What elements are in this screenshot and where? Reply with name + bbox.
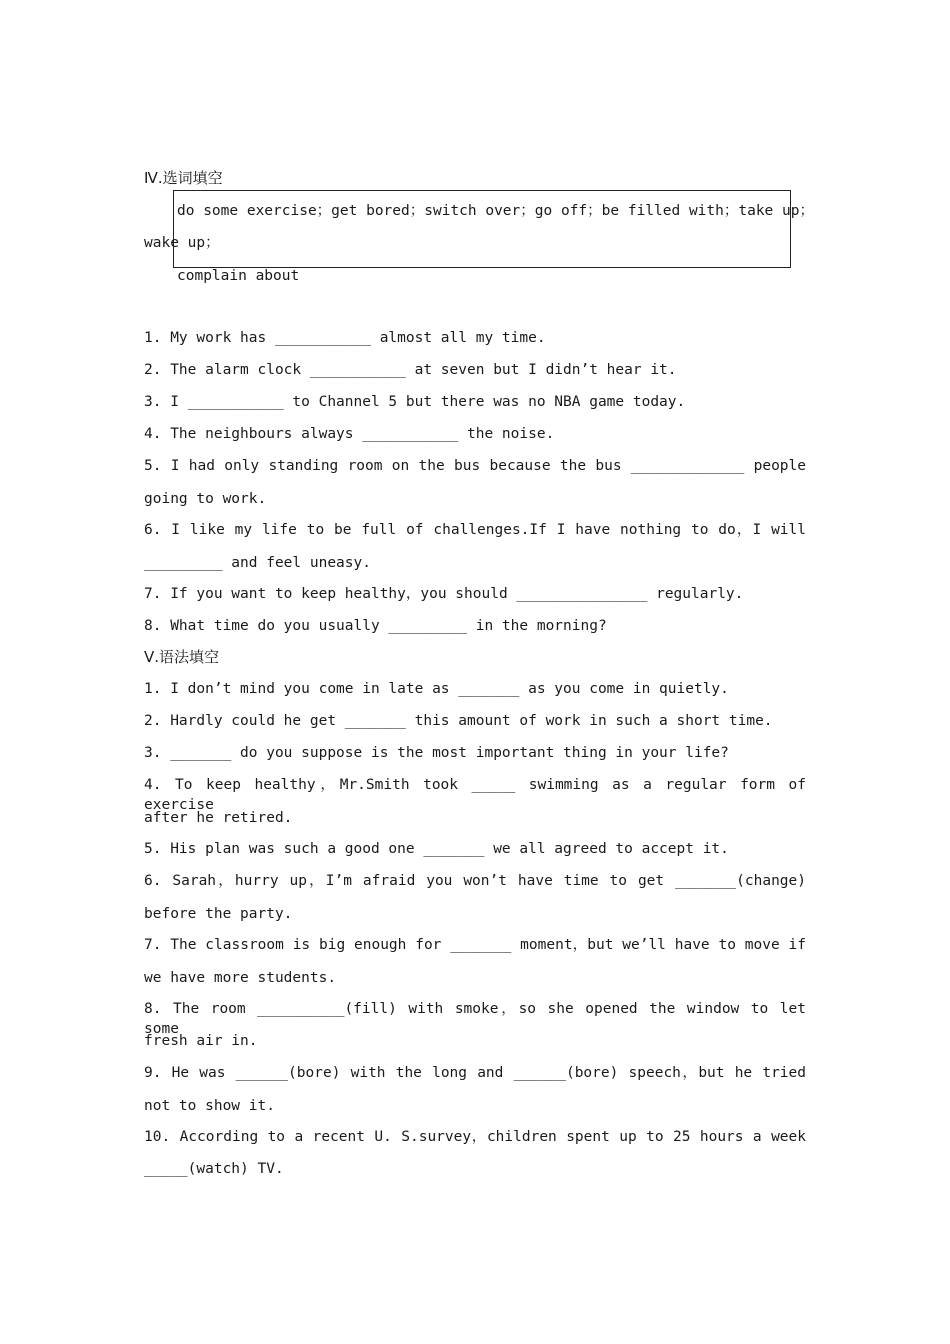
s5-item-6-cont: before the party.: [144, 906, 293, 922]
s5-item-1: 1. I don’t mind you come in late as _______ as you come in quietly.: [144, 681, 729, 697]
s5-item-8-cont: fresh air in.: [144, 1033, 258, 1049]
word-bank-line-2: wake up；: [144, 235, 220, 251]
s4-item-1: 1. My work has ___________ almost all my time.: [144, 330, 546, 346]
s5-item-7-cont: we have more students.: [144, 970, 337, 986]
s5-item-3: 3. _______ do you suppose is the most important thing in your life?: [144, 745, 729, 761]
s4-item-5: 5. I had only standing room on the bus because the bus _____________ people: [144, 458, 806, 474]
s5-item-5: 5. His plan was such a good one _______ we all agreed to accept it.: [144, 841, 729, 857]
s4-item-8: 8. What time do you usually _________ in the morning?: [144, 618, 607, 634]
s4-item-6: 6. I like my life to be full of challenges.If I have nothing to do，I will: [144, 522, 806, 538]
s5-item-9: 9. He was ______(bore) with the long and ______(bore) speech，but he tried: [144, 1065, 806, 1081]
s4-item-7: 7. If you want to keep healthy，you should _______________ regularly.: [144, 586, 744, 602]
word-bank-line-1: do some exercise；get bored；switch over；go off；be filled with；take up；: [177, 203, 814, 219]
s4-item-5-cont: going to work.: [144, 491, 267, 507]
s5-item-8: 8. The room __________(fill) with smoke，so she opened the window to let some: [144, 1001, 806, 1037]
s4-item-4: 4. The neighbours always ___________ the noise.: [144, 426, 555, 442]
section-4-heading: Ⅳ.选词填空: [144, 169, 223, 187]
s5-item-10: 10. According to a recent U. S.survey，children spent up to 25 hours a week: [144, 1129, 806, 1145]
s5-item-2: 2. Hardly could he get _______ this amount of work in such a short time.: [144, 713, 773, 729]
s5-item-4-cont: after he retired.: [144, 810, 293, 826]
s5-item-7: 7. The classroom is big enough for _______ moment，but we’ll have to move if: [144, 937, 806, 953]
s5-item-10-cont: _____(watch) TV.: [144, 1161, 284, 1177]
word-bank-line-3: complain about: [177, 268, 300, 284]
section-5-heading: Ⅴ.语法填空: [144, 648, 220, 666]
s4-item-2: 2. The alarm clock ___________ at seven but I didn’t hear it.: [144, 362, 677, 378]
s4-item-6-cont: _________ and feel uneasy.: [144, 555, 371, 571]
s5-item-4: 4. To keep healthy，Mr.Smith took _____ swimming as a regular form of exercise: [144, 777, 806, 813]
s5-item-6: 6. Sarah，hurry up，I’m afraid you won’t have time to get _______(change): [144, 873, 806, 889]
s5-item-9-cont: not to show it.: [144, 1098, 275, 1114]
s4-item-3: 3. I ___________ to Channel 5 but there was no NBA game today.: [144, 394, 686, 410]
